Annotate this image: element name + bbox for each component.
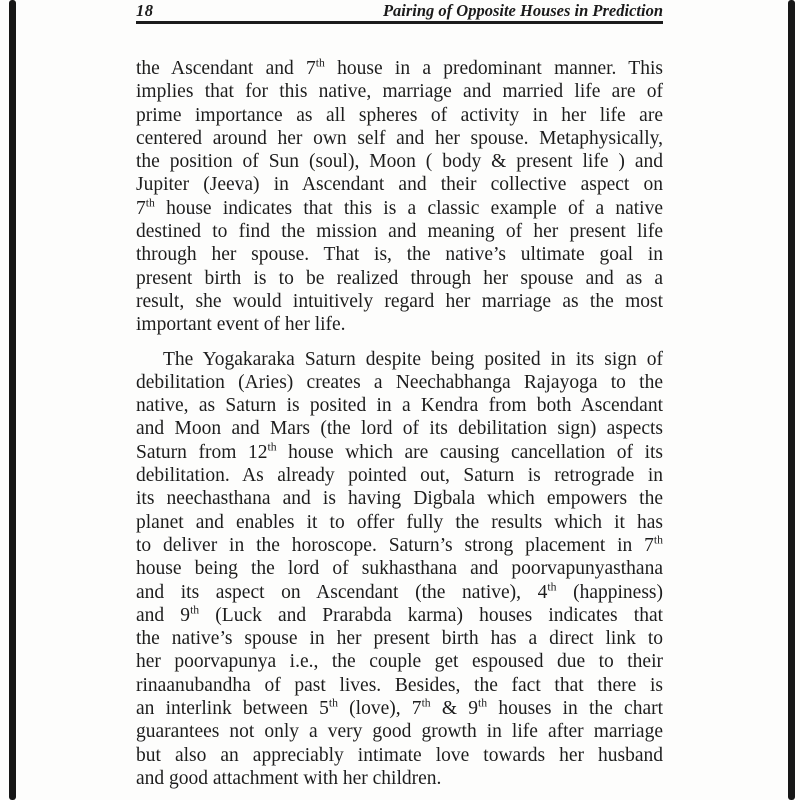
page-body	[136, 57, 663, 790]
body-line: debilitation. As already pointed out, Saturn is retrograde in	[136, 465, 663, 487]
running-header	[136, 1, 663, 21]
body-line: destined to find the mission and meaning of her present life	[136, 221, 663, 243]
body-line: guarantees not only a very good growth in life after marriage	[136, 721, 663, 743]
body-line: present birth is to be realized through her spouse and as a	[136, 267, 663, 289]
scan-edge-shadow-left	[9, 0, 16, 800]
body-line: through her spouse. That is, the native’s ultimate goal in	[136, 244, 663, 266]
ordinal-superscript: th	[421, 696, 431, 710]
ordinal-superscript: th	[328, 696, 338, 710]
body-line: to deliver in the horoscope. Saturn’s strong placement in 7th	[136, 533, 663, 556]
body-line: important event of her life.	[136, 314, 346, 336]
paragraph-2	[136, 348, 663, 791]
body-line: debilitation (Aries) creates a Neechabhanga Rajayoga to the	[136, 371, 663, 393]
body-line: Jupiter (Jeeva) in Ascendant and their collective aspect on	[136, 174, 663, 196]
ordinal-superscript: th	[145, 196, 155, 210]
body-line: the Ascendant and 7th house in a predominant manner. This	[136, 56, 663, 79]
body-line: native, as Saturn is posited in a Kendra from both Ascendant	[136, 395, 663, 417]
ordinal-superscript: th	[190, 603, 200, 617]
paragraph-1	[136, 57, 663, 337]
body-line: and good attachment with her children.	[136, 767, 442, 789]
ordinal-superscript: th	[267, 440, 277, 454]
running-header-title: Pairing of Opposite Houses in Prediction	[382, 1, 663, 20]
body-line: but also an appreciably intimate love towards her husband	[136, 744, 663, 766]
body-line: implies that for this native, marriage and married life are of	[136, 81, 663, 103]
body-line: house being the lord of sukhasthana and poorvapunyasthana	[136, 558, 663, 580]
body-line: and its aspect on Ascendant (the native), 4th (happiness)	[136, 580, 663, 603]
body-line: the native’s spouse in her present birth has a direct link to	[136, 628, 663, 650]
body-line: its neechasthana and is having Digbala which empowers the	[136, 488, 663, 510]
ordinal-superscript: th	[478, 696, 488, 710]
body-line: an interlink between 5th (love), 7th & 9th houses in the chart	[136, 696, 664, 720]
body-line: her poorvapunya i.e., the couple get espoused due to their	[136, 651, 663, 673]
ordinal-superscript: th	[653, 533, 663, 547]
body-line: 7th house indicates that this is a classic example of a native	[136, 196, 663, 219]
body-line: and Moon and Mars (the lord of its debilitation sign) aspects	[136, 418, 663, 440]
ordinal-superscript: th	[547, 580, 557, 594]
page-number: 18	[136, 1, 154, 20]
body-line: The Yogakaraka Saturn despite being posited in its sign of	[163, 348, 663, 370]
scan-edge-shadow-right	[788, 0, 795, 800]
ordinal-superscript: th	[315, 56, 325, 70]
body-line: centered around her own self and her spouse. Metaphysically,	[136, 127, 663, 149]
body-line: planet and enables it to offer fully the results which it has	[136, 511, 663, 533]
body-line: the position of Sun (soul), Moon ( body & present life ) and	[136, 151, 663, 173]
body-line: prime importance as all spheres of activity in her life are	[136, 104, 663, 126]
body-line: rinaanubandha of past lives. Besides, the fact that there is	[136, 674, 663, 696]
body-line: and 9th (Luck and Prarabda karma) houses indicates that	[136, 603, 664, 626]
header-rule	[136, 21, 663, 24]
body-line: Saturn from 12th house which are causing cancellation of its	[136, 440, 663, 463]
body-line: result, she would intuitively regard her marriage as the most	[136, 290, 663, 312]
